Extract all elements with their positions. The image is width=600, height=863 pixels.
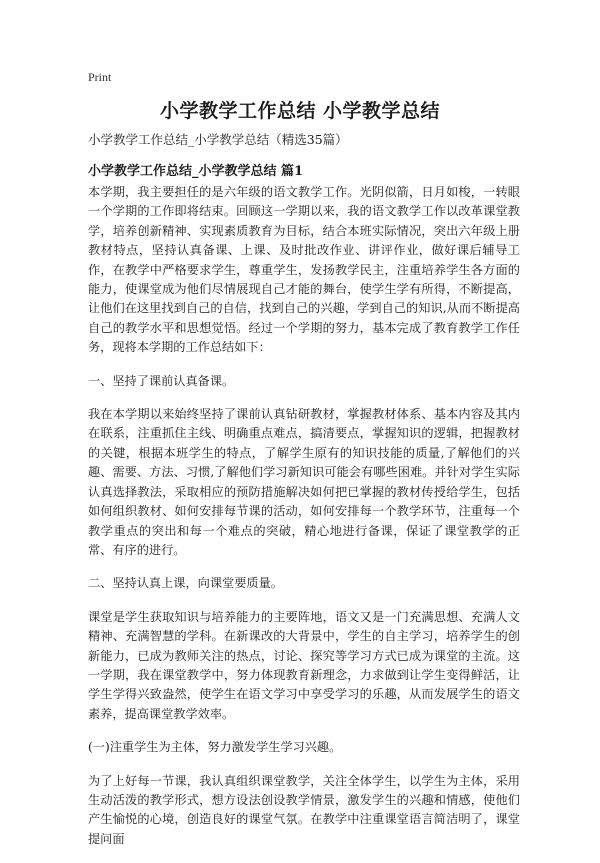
subheading-classes: 二、坚持认真上课，向课堂要质量。 <box>88 576 283 591</box>
paragraph-classes: 课堂是学生获取知识与培养能力的主要阵地，语文又是一门充满思想、充满人文精神、充满智慧的学科。在新课改的大背景中，学生的自主学习，培养学生的创新能力，已成为教师关注的热点，讨论、探究等学习方式已成为课堂的主流。这一学期，我在课堂教学中，努力体现教育新理念，力求做到让学生变得鲜活，让学生学得兴致盎然，使学生在语文学习中享受学习的乐趣，从而发展学生的语文素养，提高课堂教学效率。 <box>88 609 520 721</box>
paragraph-preparation: 我在本学期以来始终坚持了课前认真钻研教材，掌握教材体系、基本内容及其内在联系，注重抓住主线、明确重点难点，搞清要点，掌握知识的逻辑，把握教材的关键，根据本班学生的特点，了解学生原有的知识技能的质量,了解他们的兴趣、需要、方法、习惯,了解他们学习新知识可能会有哪些困难。并针对学生实际认真选择教法，采取相应的预防措施解决如何把已掌握的教材传授给学生，包括如何组织教材、如何安排每节课的活动，如何安排每一个教学环节，注重每一个教学重点的突出和每一个难点的突破，精心地进行备课，保证了课堂教学的正常、有序的进行。 <box>88 407 520 557</box>
paragraph-student-interest: 为了上好每一节课，我认真组织课堂教学，关注全体学生，以学生为主体，采用生动活泼的教学形式，想方设法创设教学情景，激发学生的兴趣和情感，使他们产生愉悦的心境，创造良好的课堂气氛。在教学中注重课堂语言简洁明了，课堂提问面 <box>88 773 520 846</box>
subheading-student-interest: (一)注重学生为主体，努力激发学生学习兴趣。 <box>88 740 342 755</box>
subheading-preparation: 一、坚持了课前认真备课。 <box>88 373 235 388</box>
section-heading: 小学教学工作总结_小学教学总结 篇1 <box>88 164 304 179</box>
article-body <box>88 183 520 863</box>
page-title: 小学教学工作总结 小学教学总结 <box>159 100 441 122</box>
paragraph-intro: 本学期，我主要担任的是六年级的语文教学工作。光阴似箭，日月如梭，一转眼一个学期的工作即将结束。回顾这一学期以来，我的语文教学工作以改革课堂教学，培养创新精神、实现素质教育为目标，结合本班实际情况，突出六年级上册教材特点，坚持认真备课、上课、及时批改作业、讲评作业，做好课后辅导工作，在教学中严格要求学生，尊重学生，发扬教学民主，注重培养学生各方面的能力，使课堂成为他们尽情展现自己才能的舞台，使学生学有所得，不断提高，让他们在这里找到自己的自信，找到自己的兴趣，学到自己的知识,从而不断提高自己的教学水平和思想觉悟。经过一个学期的努力，基本完成了教育教学工作任务，现将本学期的工作总结如下： <box>88 185 520 355</box>
print-label[interactable]: Print <box>88 70 112 84</box>
document-subtitle: 小学教学工作总结_小学教学总结（精选35篇） <box>88 132 348 147</box>
